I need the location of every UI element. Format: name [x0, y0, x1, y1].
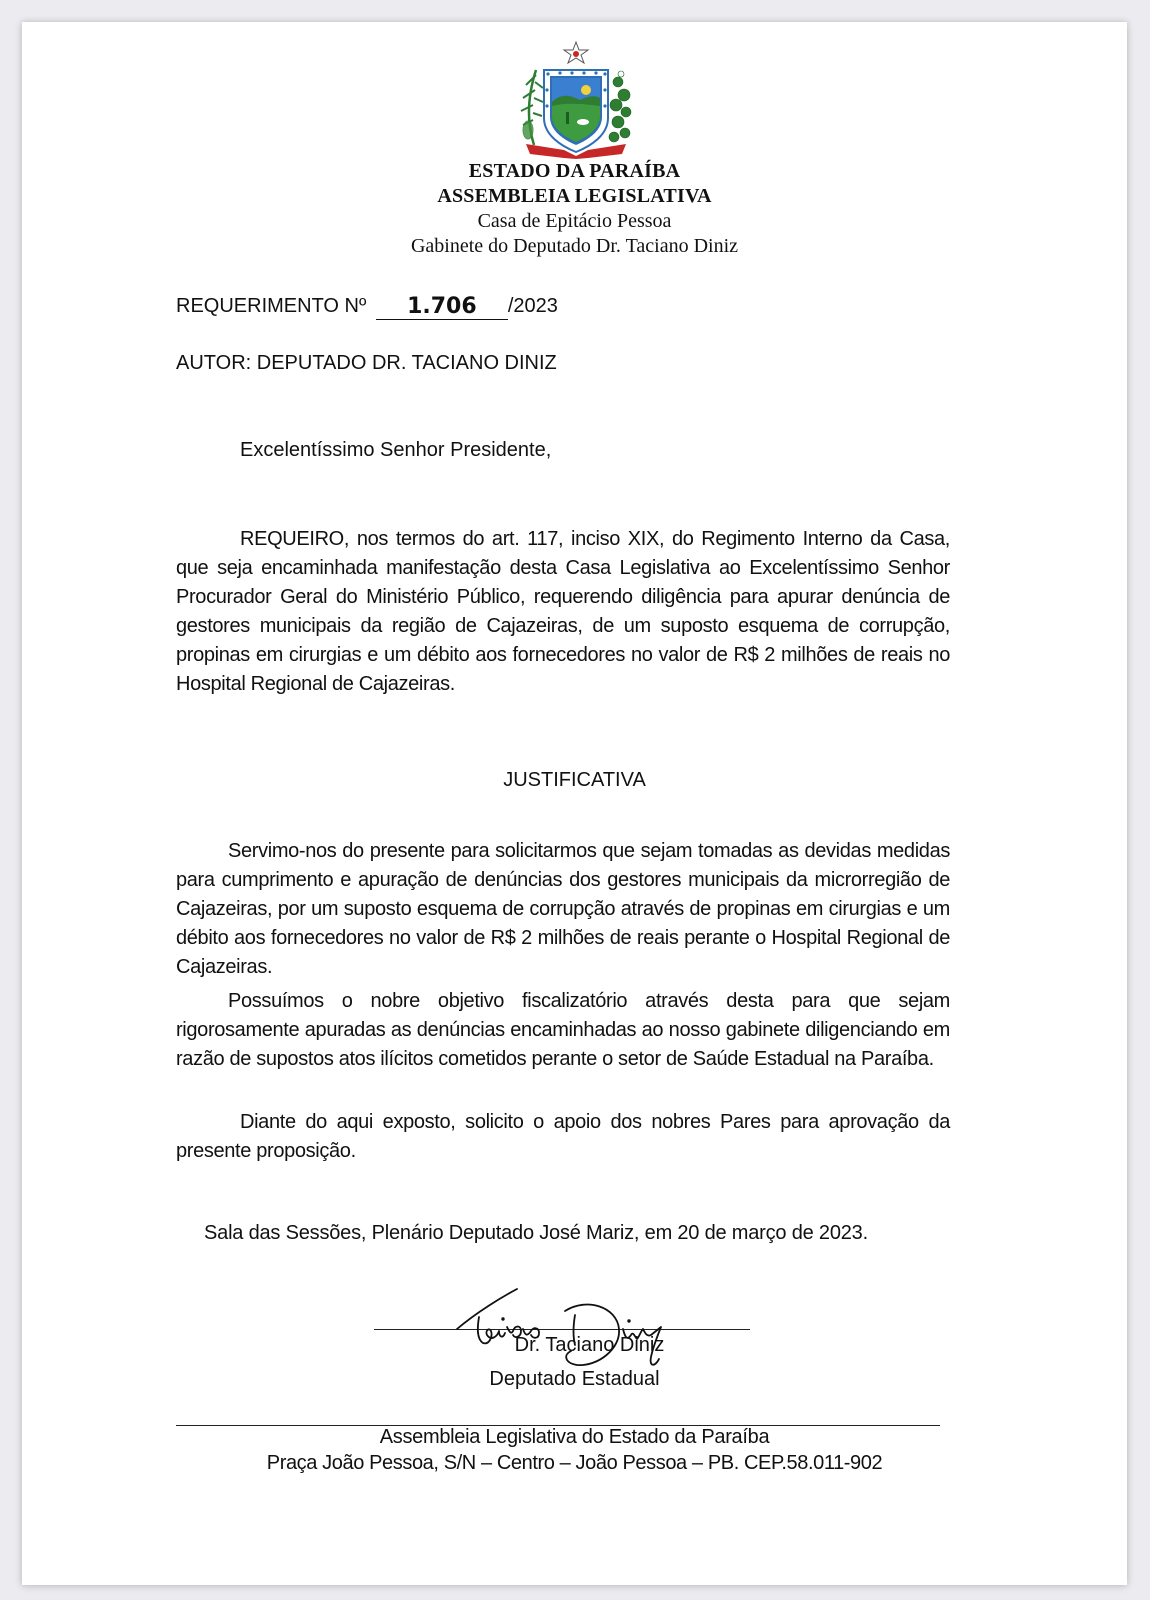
- footer-institution: Assembleia Legislativa do Estado da Paraíba: [379, 1426, 770, 1448]
- justification-paragraph: Diante do aqui exposto, solicito o apoio dos nobres Pares para aprovação da presente proposição.: [176, 1111, 950, 1162]
- justification-heading: JUSTIFICATIVA: [503, 769, 646, 791]
- requerimento-label: REQUERIMENTO Nº: [176, 295, 367, 317]
- document-page: [22, 22, 1127, 1585]
- requerimento-year: /2023: [507, 295, 558, 317]
- signer-name: Dr. Taciano Diniz: [514, 1334, 665, 1356]
- crest-right-branch-icon: [609, 71, 631, 142]
- salutation: Excelentíssimo Senhor Presidente,: [240, 439, 552, 461]
- paraiba-coat-of-arms-logo: [506, 40, 646, 160]
- justification-paragraph: Servimo-nos do presente para solicitarmos que sejam tomadas as devidas medidas para cumprimento e apuração de denúncias dos gestores municipais da microrregião de Cajazeiras, por um suposto esquema de corrupção através de propinas em cirurgias e um débito aos fornecedores no valor de R$ 2 milhões de reais perante o Hospital Regional de Cajazeiras.: [176, 840, 950, 978]
- header-assembly: ASSEMBLEIA LEGISLATIVA: [437, 185, 712, 207]
- justification-paragraph: Possuímos o nobre objetivo fiscalizatório através desta para que sejam rigorosamente apuradas as denúncias encaminhadas ao nosso gabinete diligenciando em razão de supostos atos ilícitos cometidos perante o setor de Saúde Estadual na Paraíba.: [176, 990, 950, 1070]
- crest-left-branch-icon: [521, 70, 543, 145]
- author-line: AUTOR: DEPUTADO DR. TACIANO DINIZ: [176, 352, 557, 374]
- letterhead: [22, 159, 1127, 259]
- requerimento-number: 1.706: [376, 295, 508, 320]
- header-house: Casa de Epitácio Pessoa: [477, 210, 672, 232]
- handwritten-signature: [447, 1267, 677, 1382]
- requerimento-line: [176, 294, 558, 319]
- place-and-date: Sala das Sessões, Plenário Deputado José Mariz, em 20 de março de 2023.: [204, 1222, 868, 1244]
- request-paragraph: REQUEIRO, nos termos do art. 117, inciso XIX, do Regimento Interno da Casa, que seja encaminhada manifestação desta Casa Legislativa ao Excelentíssimo Senhor Procurador Geral do Ministério Público, requerendo diligência para apurar denúncia de gestores municipais da região de Cajazeiras, de um suposto esquema de corrupção, propinas em cirurgias e um débito aos fornecedores no valor de R$ 2 milhões de reais no Hospital Regional de Cajazeiras.: [176, 528, 950, 695]
- crest-sun: [581, 85, 591, 95]
- header-state: ESTADO DA PARAÍBA: [468, 160, 681, 182]
- footer-address: Praça João Pessoa, S/N – Centro – João Pessoa – PB. CEP.58.011-902: [266, 1452, 883, 1474]
- signer-role: Deputado Estadual: [489, 1368, 660, 1390]
- header-office: Gabinete do Deputado Dr. Taciano Diniz: [410, 235, 739, 257]
